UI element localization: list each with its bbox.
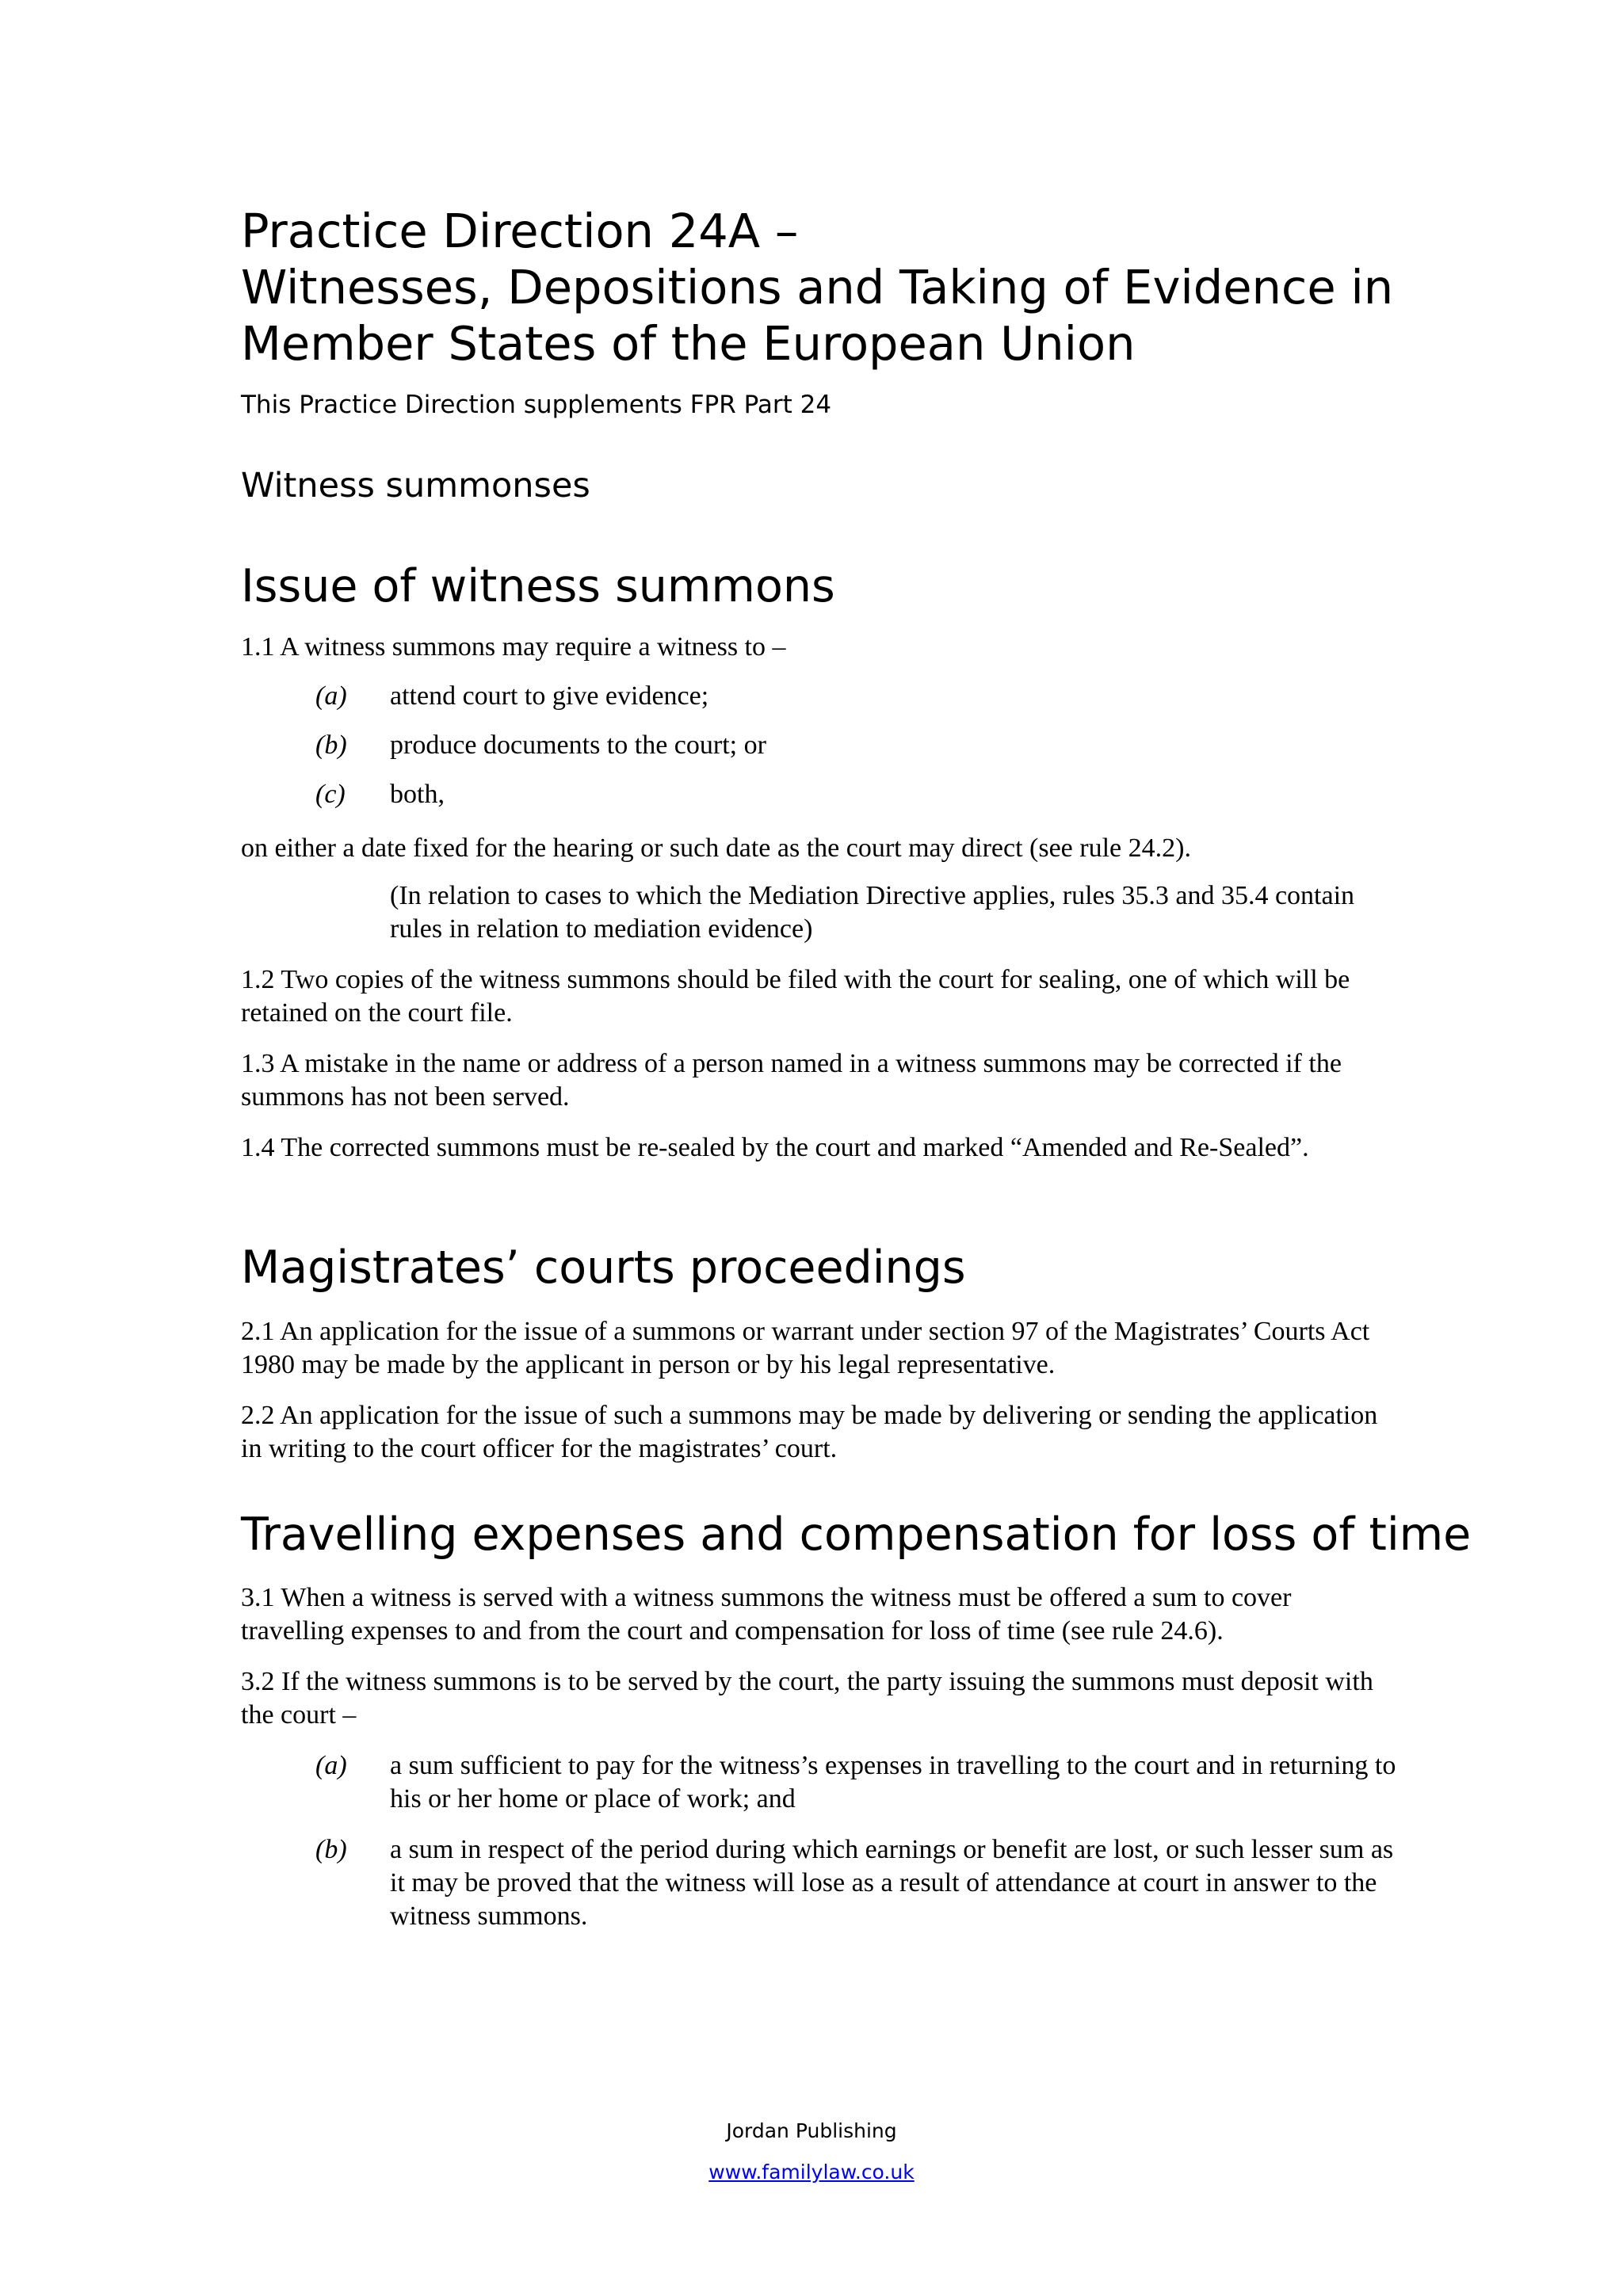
paragraph-3-1: 3.1 When a witness is served with a witness summons the witness must be offered a sum to cover travelling expenses to and from the court and compensation for loss of time (see rule 24.6). bbox=[241, 1583, 1292, 1646]
section-heading-magistrates: Magistrates’ courts proceedings bbox=[241, 1241, 966, 1294]
list-item-label: (c) bbox=[315, 780, 346, 809]
paragraph-3-2: 3.2 If the witness summons is to be served by the court, the party issuing the summons must deposit with the court – bbox=[241, 1667, 1373, 1730]
mediation-note: (In relation to cases to which the Mediation Directive applies, rules 35.3 and 35.4 contain rules in relation to mediation evidence) bbox=[390, 881, 1355, 944]
paragraph-1-3: 1.3 A mistake in the name or address of a person named in a witness summons may be corrected if the summons has not been served. bbox=[241, 1049, 1342, 1112]
list-item-label: (a) bbox=[315, 681, 347, 711]
list-item-label: (b) bbox=[315, 1835, 347, 1864]
section-heading-travelling: Travelling expenses and compensation for loss of time bbox=[241, 1508, 1472, 1561]
document-title bbox=[241, 203, 1398, 372]
list-item-label: (a) bbox=[315, 1751, 347, 1780]
paragraph-1-1-tail: on either a date fixed for the hearing or such date as the court may direct (see rule 24.2). bbox=[241, 833, 1191, 863]
title-line-3: Member States of the European Union bbox=[241, 316, 1136, 371]
title-line-2: Witnesses, Depositions and Taking of Evidence in bbox=[241, 260, 1394, 315]
list-item-text: attend court to give evidence; bbox=[390, 681, 709, 711]
section-heading-issue: Issue of witness summons bbox=[241, 560, 835, 612]
paragraph-1-1: 1.1 A witness summons may require a witness to – bbox=[241, 632, 786, 662]
supplement-note: This Practice Direction supplements FPR Part 24 bbox=[241, 391, 832, 419]
subsection-heading: Witness summonses bbox=[241, 466, 590, 505]
paragraph-1-2: 1.2 Two copies of the witness summons should be filed with the court for sealing, one of which will be retained on the court file. bbox=[241, 965, 1350, 1028]
footer-publisher: Jordan Publishing bbox=[726, 2119, 897, 2142]
list-item-text: a sum sufficient to pay for the witness’s expenses in travelling to the court and in returning to his or her home or place of work; and bbox=[390, 1751, 1396, 1814]
title-line-1: Practice Direction 24A – bbox=[241, 204, 799, 258]
footer-website bbox=[0, 2160, 1623, 2185]
list-item-text: produce documents to the court; or bbox=[390, 730, 766, 760]
list-item-label: (b) bbox=[315, 730, 347, 760]
paragraph-2-2: 2.2 An application for the issue of such a summons may be made by delivering or sending the application in writing to the court officer for the magistrates’ court. bbox=[241, 1401, 1378, 1463]
paragraph-1-4: 1.4 The corrected summons must be re-sealed by the court and marked “Amended and Re-Sealed”. bbox=[241, 1133, 1309, 1162]
list-item-text: a sum in respect of the period during which earnings or benefit are lost, or such lesser sum as it may be proved that the witness will lose as a result of attendance at court in answer to the witness summons. bbox=[390, 1835, 1394, 1931]
paragraph-2-1: 2.1 An application for the issue of a summons or warrant under section 97 of the Magistrates’ Courts Act 1980 may be made by the applicant in person or by his legal representative. bbox=[241, 1317, 1370, 1379]
footer-website-link[interactable]: www.familylaw.co.uk bbox=[708, 2161, 915, 2183]
list-item-text: both, bbox=[390, 780, 445, 809]
